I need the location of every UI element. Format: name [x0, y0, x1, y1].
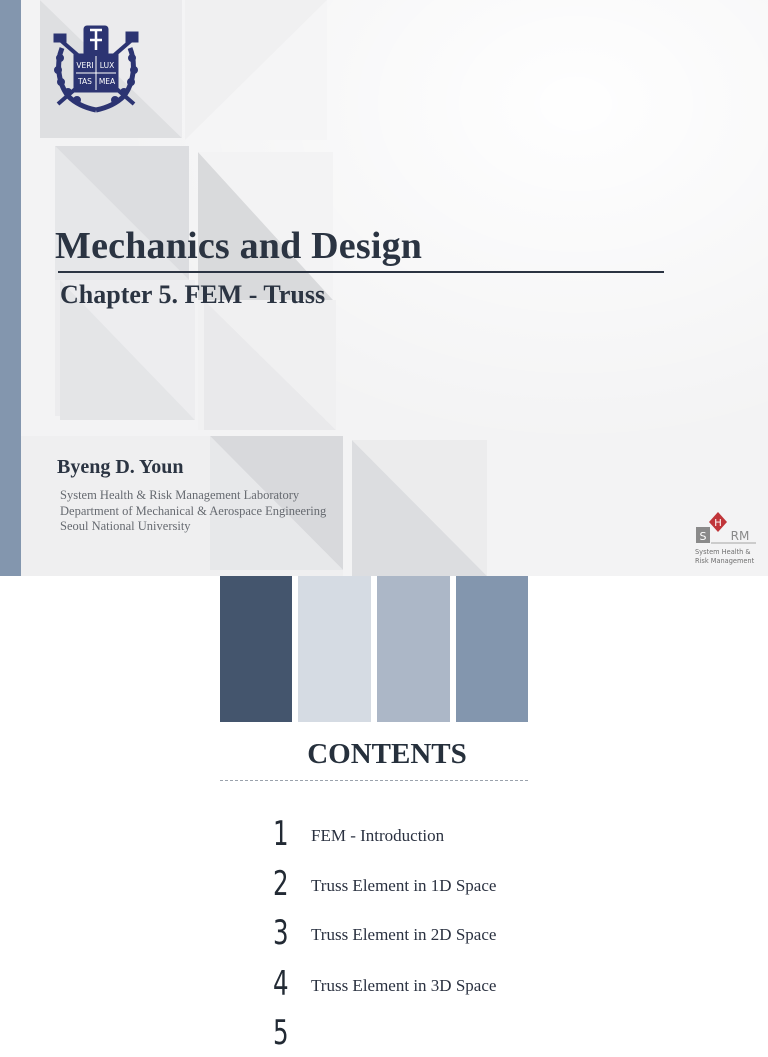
toc-label: Truss Element in 2D Space: [311, 925, 497, 944]
toc-number: 3: [273, 913, 289, 953]
shrm-lab-logo-icon: [694, 510, 762, 568]
logo-letter-h: H: [714, 518, 722, 529]
toc-item[interactable]: [270, 814, 570, 858]
toc-label: Truss Element in 1D Space: [311, 876, 497, 895]
logo-letter-s: S: [699, 530, 707, 543]
toc-item[interactable]: [270, 1013, 570, 1057]
emblem-text: LUX: [99, 61, 115, 70]
toc-label: FEM - Introduction: [311, 826, 445, 845]
toc-number: 5: [273, 1013, 289, 1053]
toc-number: 2: [273, 864, 289, 904]
university-emblem-icon: [50, 18, 142, 114]
toc-number: 4: [273, 964, 289, 1004]
toc-label: Truss Element in 3D Space: [311, 976, 497, 995]
accent-bar: [0, 0, 21, 576]
affiliation-line: Seoul National University: [60, 519, 191, 533]
logo-caption: System Health &: [695, 548, 751, 556]
course-title: Mechanics and Design: [55, 225, 423, 267]
emblem-text: VERI: [76, 61, 94, 70]
toc-number: 1: [273, 814, 289, 854]
color-swatch: [220, 576, 292, 722]
toc-item[interactable]: [270, 864, 570, 908]
affiliation-line: Department of Mechanical & Aerospace Engineering: [60, 503, 327, 518]
affiliation-block: [60, 488, 326, 535]
contents-heading: CONTENTS: [307, 738, 467, 770]
affiliation-line: System Health & Risk Management Laboratory: [60, 488, 300, 502]
emblem-text: TAS: [78, 77, 92, 86]
logo-letters-rm: RM: [730, 529, 750, 543]
author-name: Byeng D. Youn: [57, 456, 184, 478]
title-underline: [58, 271, 664, 273]
color-swatch: [456, 576, 528, 722]
toc-item[interactable]: [270, 964, 570, 1008]
color-swatch: [298, 576, 371, 722]
color-swatch: [377, 576, 450, 722]
contents-divider: [220, 780, 528, 781]
emblem-text: MEA: [98, 77, 116, 86]
chapter-subtitle: Chapter 5. FEM - Truss: [60, 280, 326, 309]
toc-item[interactable]: [270, 913, 570, 957]
logo-caption: Risk Management: [695, 557, 755, 565]
